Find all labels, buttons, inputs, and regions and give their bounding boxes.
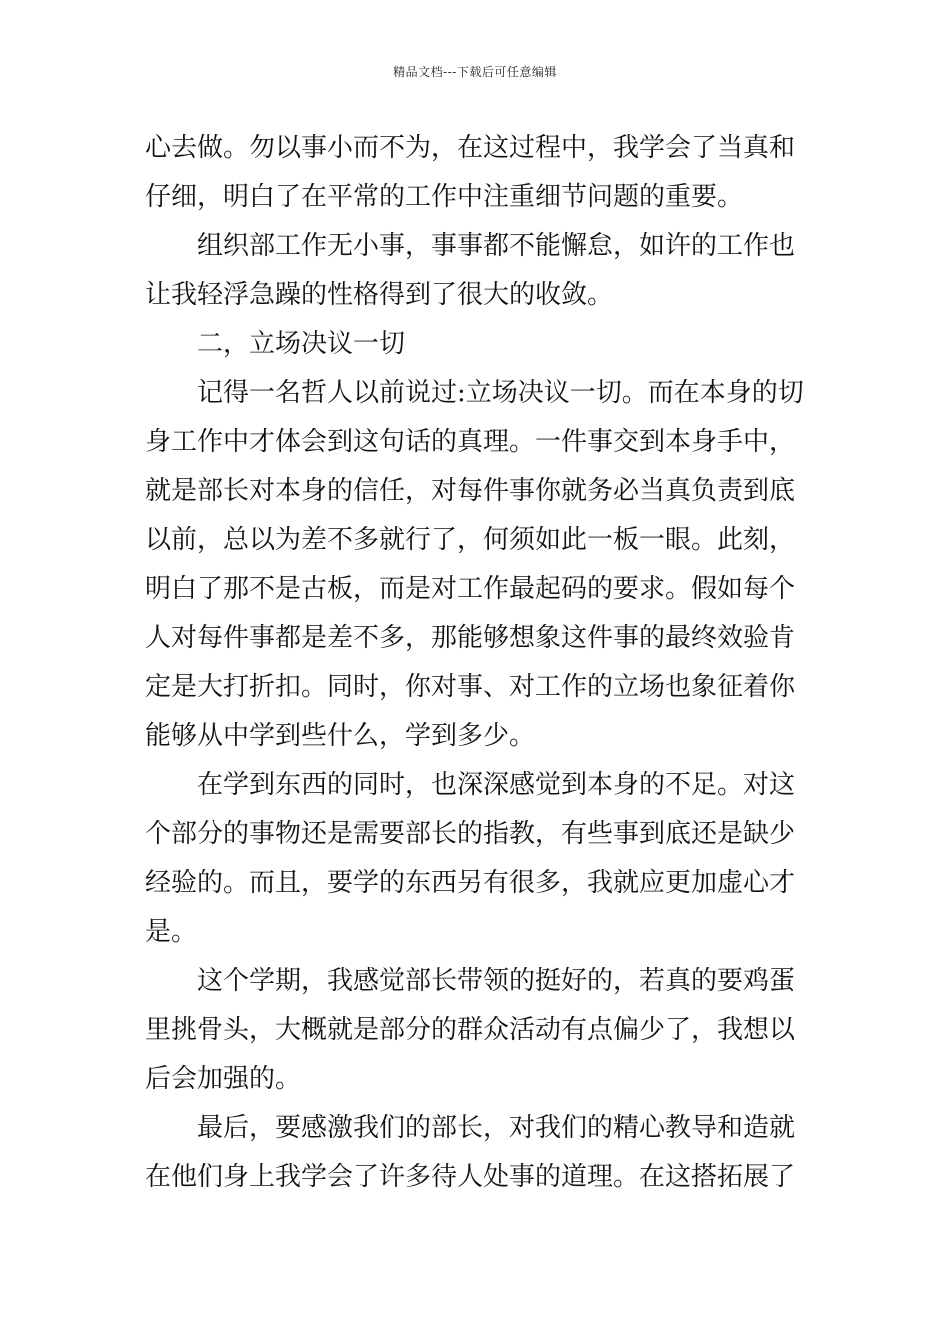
text-line: 这个学期，我感觉部长带领的挺好的，若真的要鸡蛋 — [197, 966, 796, 996]
text-line: 人对每件事都是差不多，那能够想象这件事的最终效验肯 — [145, 623, 796, 653]
text-line: 记得一名哲人以前说过:立场决议一切。而在本身的切 — [197, 378, 804, 408]
text-line: 后会加强的。 — [145, 1064, 302, 1094]
text-line: 二，立场决议一切 — [197, 329, 406, 359]
text-line: 能够从中学到些什么，学到多少。 — [145, 721, 536, 751]
text-line: 仔细，明白了在平常的工作中注重细节问题的重要。 — [145, 182, 744, 212]
text-line: 在他们身上我学会了许多待人处事的道理。在这搭拓展了 — [145, 1162, 796, 1192]
text-line: 个部分的事物还是需要部长的指教，有些事到底还是缺少 — [145, 819, 796, 849]
text-line: 以前，总以为差不多就行了，何须如此一板一眼。此刻， — [145, 525, 796, 555]
text-line: 定是大打折扣。同时，你对事、对工作的立场也象征着你 — [145, 672, 796, 702]
text-line: 经验的。而且，要学的东西另有很多，我就应更加虚心才 — [145, 868, 796, 898]
text-line: 最后，要感激我们的部长，对我们的精心教导和造就 — [197, 1113, 796, 1143]
text-line: 里挑骨头，大概就是部分的群众活动有点偏少了，我想以 — [145, 1015, 796, 1045]
text-line: 组织部工作无小事，事事都不能懈怠，如许的工作也 — [197, 231, 796, 261]
text-line: 心去做。勿以事小而不为，在这过程中，我学会了当真和 — [145, 133, 796, 163]
text-line: 明白了那不是古板，而是对工作最起码的要求。假如每个 — [145, 574, 796, 604]
text-line: 让我轻浮急躁的性格得到了很大的收敛。 — [145, 280, 614, 310]
text-line: 在学到东西的同时，也深深感觉到本身的不足。对这 — [197, 770, 796, 800]
text-line: 身工作中才体会到这句话的真理。一件事交到本身手中， — [145, 427, 796, 457]
text-line: 就是部长对本身的信任，对每件事你就务必当真负责到底 — [145, 476, 796, 506]
text-line: 是。 — [145, 917, 198, 947]
document-body — [145, 124, 807, 1202]
page-header: 精品文档---下载后可任意编辑 — [393, 65, 557, 79]
